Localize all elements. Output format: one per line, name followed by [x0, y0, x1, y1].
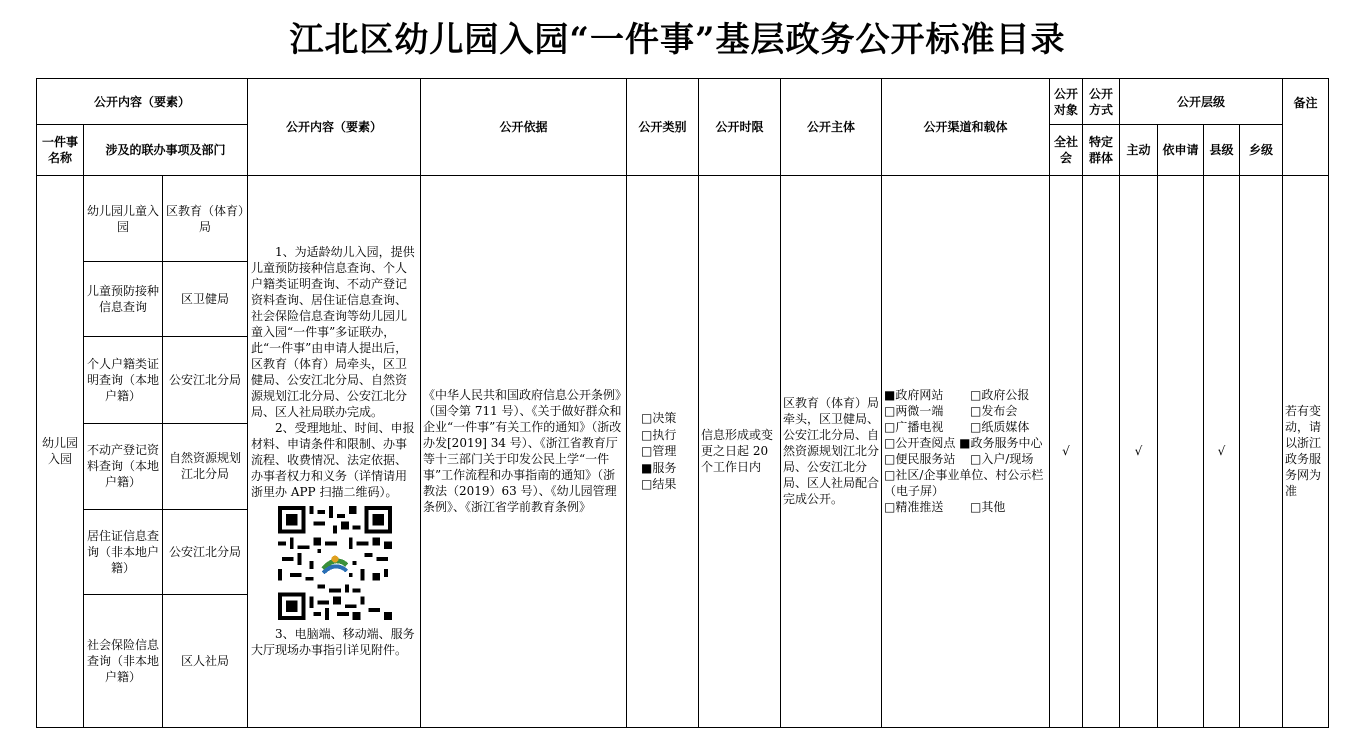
linked-item-4: 不动产登记资料查询（本地户籍） — [84, 423, 163, 510]
header-target-all: 全社会 — [1050, 125, 1083, 175]
content-para-3: 3、电脑端、移动端、服务大厅现场办事指引详见附件。 — [251, 627, 415, 658]
catalog-table — [36, 78, 1329, 728]
category-service: ■服务 — [641, 460, 677, 475]
linked-dept-5: 公安江北分局 — [163, 510, 248, 595]
channel-onsite: □入户/现场 — [970, 452, 1034, 467]
channel-gov-website: ■政府网站 — [884, 388, 944, 403]
category-result: □结果 — [641, 477, 677, 492]
header-method-request: 依申请 — [1158, 125, 1204, 175]
method-request-mark — [1158, 175, 1204, 727]
linked-item-1: 幼儿园儿童入园 — [84, 175, 163, 262]
item-name-cell: 幼儿园入园 — [37, 175, 84, 727]
header-target-specific: 特定群体 — [1083, 125, 1120, 175]
channel-community-board: □社区/企事业单位、村公示栏（电子屏） — [884, 468, 1044, 499]
channel-gov-gazette: □政府公报 — [970, 388, 1030, 403]
header-level-town: 乡级 — [1240, 125, 1283, 175]
level-town-mark — [1240, 175, 1283, 727]
channel-other: □其他 — [970, 500, 1006, 515]
content-elements-cell — [248, 175, 421, 727]
channels-cell — [882, 175, 1050, 727]
linked-item-6: 社会保险信息查询（非本地户籍） — [84, 594, 163, 727]
linked-item-3: 个人户籍类证明查询（本地户籍） — [84, 336, 163, 423]
linked-dept-1: 区教育（体育）局 — [163, 175, 248, 262]
header-item-name: 一件事名称 — [37, 125, 84, 175]
header-target: 公开对象 — [1050, 79, 1083, 125]
subject-cell: 区教育（体育）局牵头，区卫健局、公安江北分局、自然资源规划江北分局、公安江北分局、区人社局配合完成公开。 — [781, 175, 882, 727]
category-execution: □执行 — [641, 427, 677, 442]
header-level: 公开层级 — [1120, 79, 1283, 125]
header-category: 公开类别 — [627, 79, 699, 176]
header-method-active: 主动 — [1120, 125, 1158, 175]
linked-dept-2: 区卫健局 — [163, 262, 248, 337]
channel-press-conference: □发布会 — [970, 404, 1018, 419]
header-remarks: 备注 — [1283, 79, 1329, 176]
category-cell — [627, 175, 699, 727]
channel-review-point-service-center: □公开查阅点 ■政务服务中心 — [884, 436, 1043, 451]
linked-dept-6: 区人社局 — [163, 594, 248, 727]
linked-dept-3: 公安江北分局 — [163, 336, 248, 423]
category-decision: □决策 — [641, 411, 677, 426]
header-channels: 公开渠道和载体 — [882, 79, 1050, 176]
qr-code-image — [278, 506, 392, 620]
linked-item-2: 儿童预防接种信息查询 — [84, 262, 163, 337]
linked-dept-4: 自然资源规划江北分局 — [163, 423, 248, 510]
method-active-mark: √ — [1120, 175, 1158, 727]
channel-service-station: □便民服务站 — [884, 452, 956, 467]
target-all-mark: √ — [1050, 175, 1083, 727]
content-para-2: 2、受理地址、时间、申报材料、申请条件和限制、办事流程、收费情况、法定依据、办事者权力和义务（详情请用浙里办 APP 扫描二维码）。 — [251, 421, 415, 500]
header-content-elements-group: 公开内容（要素） — [37, 79, 248, 125]
header-subject: 公开主体 — [781, 79, 882, 176]
time-limit-cell: 信息形成或变更之日起 20 个工作日内 — [699, 175, 781, 727]
remarks-cell: 若有变动，请以浙江政务服务网为准 — [1283, 175, 1329, 727]
header-time-limit: 公开时限 — [699, 79, 781, 176]
level-county-mark: √ — [1204, 175, 1240, 727]
channel-radio-tv: □广播电视 — [884, 420, 944, 435]
target-specific-mark — [1083, 175, 1120, 727]
channel-weibo-wechat-app: □两微一端 — [884, 404, 944, 419]
header-content-elements: 公开内容（要素） — [248, 79, 421, 176]
category-management: □管理 — [641, 444, 677, 459]
header-basis: 公开依据 — [421, 79, 627, 176]
header-linked-items: 涉及的联办事项及部门 — [84, 125, 248, 175]
page-title: 江北区幼儿园入园“一件事”基层政务公开标准目录 — [289, 20, 1066, 60]
basis-cell: 《中华人民共和国政府信息公开条例》（国令第 711 号）、《关于做好群众和企业“一件事”有关工作的通知》（浙改办发[2019] 34 号）、《浙江省教育厅等十三部门关于印发公民上学“一件事”工作流程和办事指南的通知》（浙教法（2019）63 号）、《幼儿园管理条例》、《浙江省学前教育条例》 — [421, 175, 627, 727]
header-level-county: 县级 — [1204, 125, 1240, 175]
content-para-1: 1、为适龄幼儿入园，提供儿童预防接种信息查询、个人户籍类证明查询、不动产登记资料查询、居住证信息查询、社会保险信息查询等幼儿园儿童入园“一件事”多证联办，此“一件事”由申请人提出后，区教育（体育）局牵头，区卫健局、公安江北分局、自然资源规划江北分局、公安江北分局、区人社局联办完成。 — [251, 245, 415, 420]
channel-print-media: □纸质媒体 — [970, 420, 1030, 435]
linked-item-5: 居住证信息查询（非本地户籍） — [84, 510, 163, 595]
header-method: 公开方式 — [1083, 79, 1120, 125]
channel-targeted-push: □精准推送 — [884, 500, 944, 515]
